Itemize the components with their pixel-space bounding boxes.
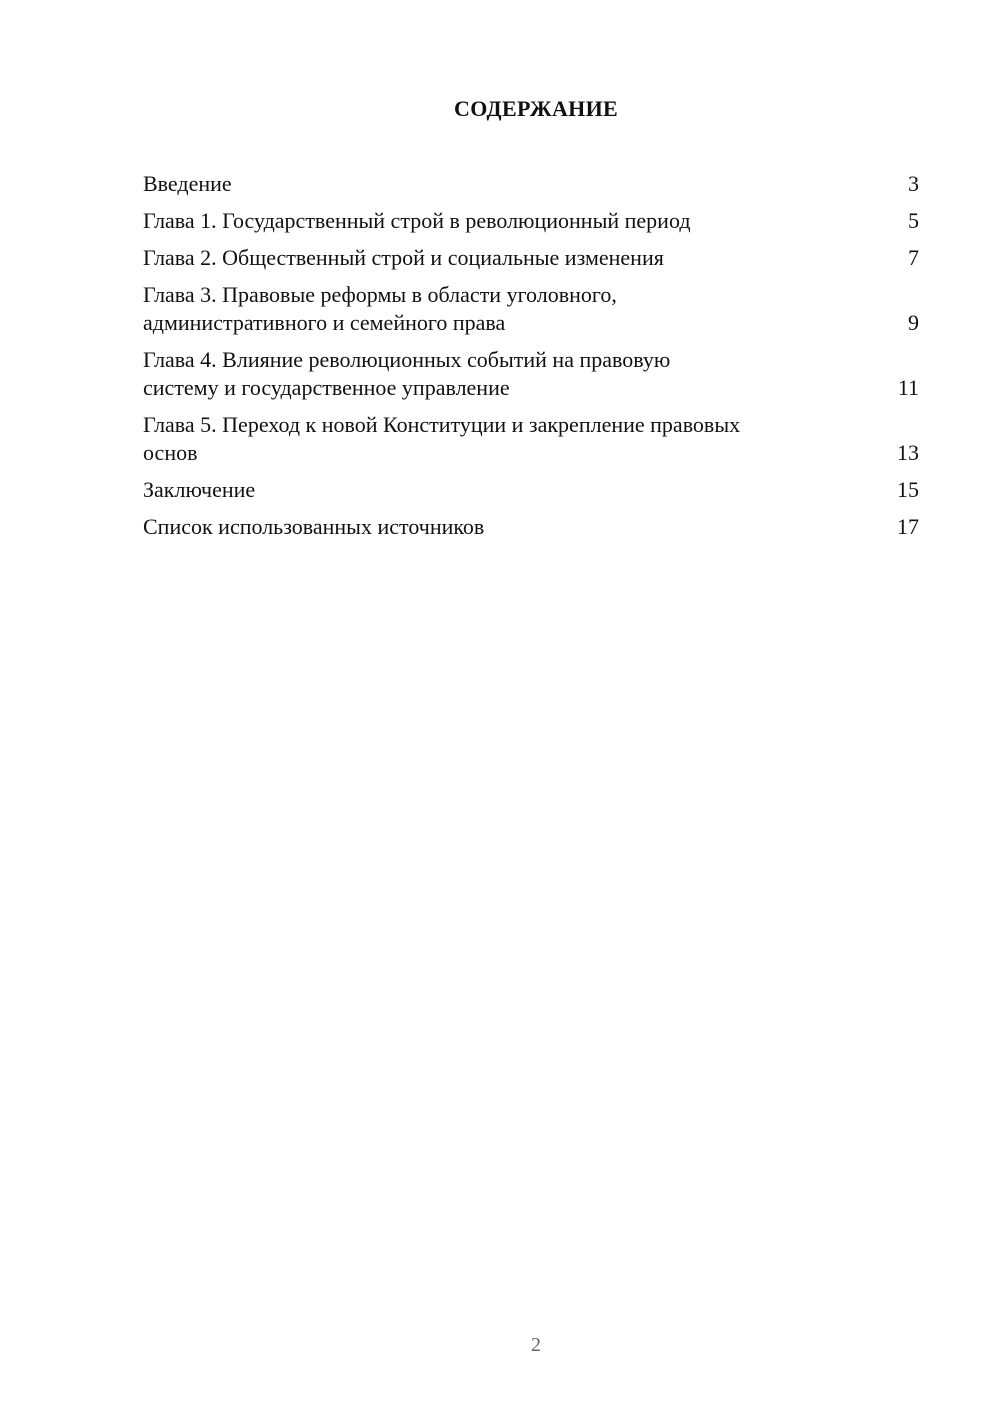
toc-entry-title [143,244,889,272]
toc-entry-title-line: Глава 1. Государственный строй в революционный период [143,208,691,233]
toc-page-number: 9 [908,310,919,335]
toc-entry-title-line: Глава 4. Влияние революционных событий на правовую [143,347,671,372]
toc-entry-title [143,513,889,541]
table-of-contents [143,170,919,550]
toc-entry [143,476,919,504]
toc-page-number: 11 [897,375,919,400]
toc-page-number: 15 [897,477,919,502]
toc-entry-title-line: Глава 2. Общественный строй и социальные изменения [143,245,664,270]
toc-entry-title-line: Глава 3. Правовые реформы в области уголовного, [143,282,617,307]
toc-entry [143,513,919,541]
toc-entry-title-line: Заключение [143,477,256,502]
toc-entry-title [143,281,889,337]
toc-entry-title-line: административного и семейного права [143,310,506,335]
toc-entry-title-line: Глава 5. Переход к новой Конституции и закрепление правовых [143,412,741,437]
toc-page-number: 13 [897,440,919,465]
toc-entry-title-line: основ [143,440,198,465]
page-title: СОДЕРЖАНИЕ [454,96,618,121]
toc-entry [143,244,919,272]
toc-page-number: 3 [908,171,919,196]
toc-entry [143,281,919,337]
toc-entry-title [143,476,889,504]
toc-entry-title [143,170,889,198]
toc-entry-title [143,346,889,402]
toc-page-number: 7 [908,245,919,270]
toc-page-number: 5 [908,208,919,233]
page-number: 2 [531,1334,541,1356]
toc-entry-title-line: Список использованных источников [143,514,485,539]
toc-entry [143,207,919,235]
toc-page-number: 17 [897,514,919,539]
toc-entry-title-line: Введение [143,171,232,196]
toc-entry-title [143,207,889,235]
toc-entry [143,411,919,467]
toc-entry [143,170,919,198]
toc-entry-title-line: систему и государственное управление [143,375,510,400]
toc-entry [143,346,919,402]
toc-entry-title [143,411,889,467]
